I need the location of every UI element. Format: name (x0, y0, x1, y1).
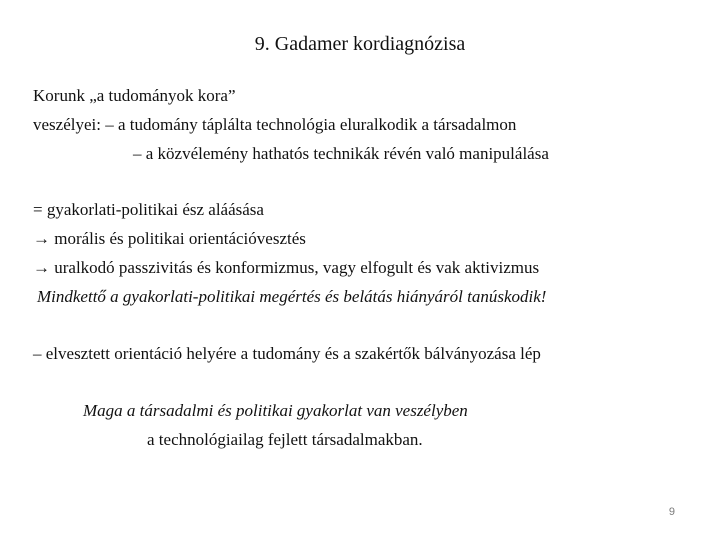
text-line-conclusion-2: a technológiailag fejlett társadalmakban. (147, 430, 423, 449)
text-line-dangers-1: veszélyei: – a tudomány táplálta technológia eluralkodik a társadalmon (33, 115, 517, 134)
slide-number: 9 (668, 506, 675, 518)
text-line-arrow-2: → uralkodó passzivitás és konformizmus, vagy elfogult és vak aktivizmus (33, 258, 540, 277)
text-line-dangers-2: – a közvélemény hathatós technikák révén való manipulálása (133, 144, 549, 163)
text-line-era: Korunk „a tudományok kora” (33, 86, 236, 105)
text-line-equals: = gyakorlati-politikai ész aláásása (33, 200, 264, 219)
text-line-orientation: – elvesztett orientáció helyére a tudomány és a szakértők bálványozása lép (33, 344, 541, 363)
text-line-emphasis: Mindkettő a gyakorlati-politikai megértés és belátás hiányáról tanúskodik! (37, 287, 547, 306)
slide-title: 9. Gadamer kordiagnózisa (254, 33, 466, 55)
text-line-conclusion-1: Maga a társadalmi és politikai gyakorlat van veszélyben (83, 401, 468, 420)
text-line-arrow-1: → morális és politikai orientációvesztés (33, 229, 306, 248)
